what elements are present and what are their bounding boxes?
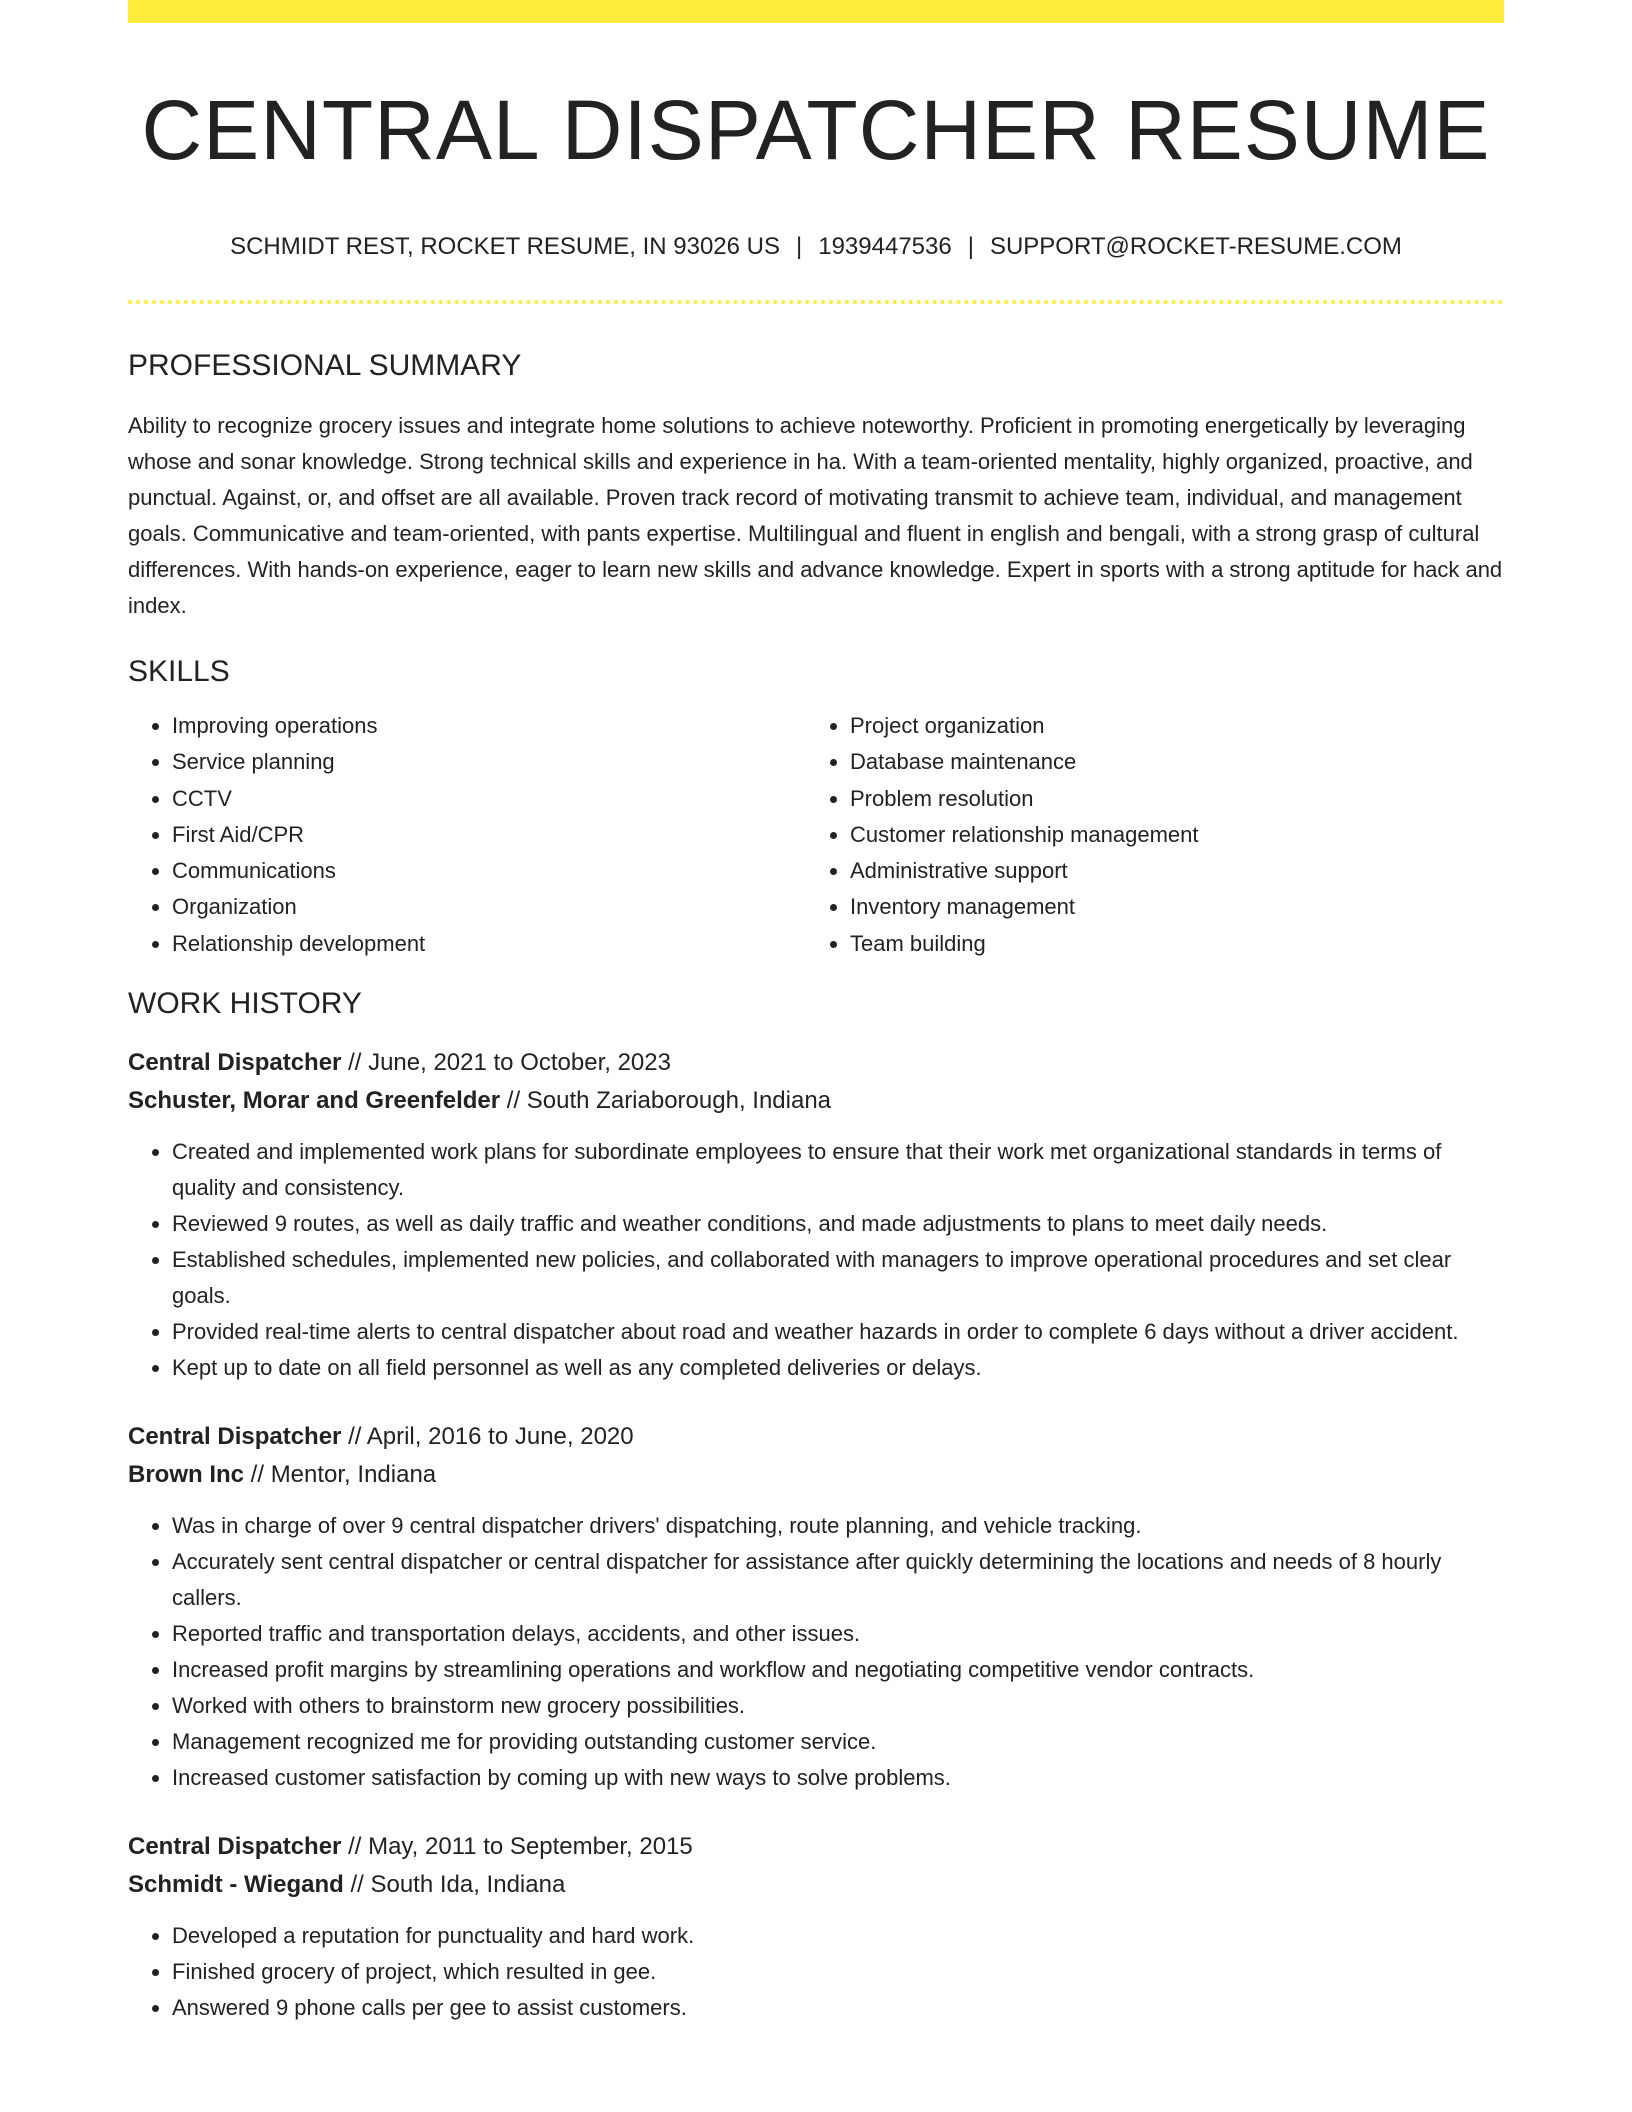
job-bullet: • Developed a reputation for punctuality and hard work. [172,1918,1504,1954]
job-dates: // May, 2011 to September, 2015 [341,1833,693,1861]
skill-item: • Inventory management [850,889,1484,925]
skill-item: • Improving operations [172,708,806,744]
job-bullet: • Worked with others to brainstorm new grocery possibilities. [172,1688,1504,1724]
job-title: Central Dispatcher [128,1423,342,1451]
job-entry [128,1828,1504,2026]
job-location: // Mentor, Indiana [244,1461,437,1489]
job-bullet: • Increased profit margins by streamlining operations and workflow and negotiating competitive vendor contracts. [172,1652,1504,1688]
contact-address: SCHMIDT REST, ROCKET RESUME, IN 93026 US [230,233,780,260]
job-bullet: • Kept up to date on all field personnel as well as any completed deliveries or delays. [172,1350,1504,1386]
job-title-line [128,1418,1504,1456]
dotted-divider [128,300,1504,304]
skill-item: • Team building [850,926,1484,962]
contact-line [128,232,1504,262]
contact-separator: | [796,233,803,260]
skills-heading: SKILLS [128,655,230,688]
job-company: Schuster, Morar and Greenfelder [128,1087,501,1115]
job-entry [128,1418,1504,1796]
skills-columns [128,708,1504,962]
skills-left-list [128,708,806,962]
job-title-line [128,1828,1504,1866]
summary-text: Ability to recognize grocery issues and integrate home solutions to achieve noteworthy. Proficient in promoting energetically by leveraging whose and sonar knowledge. Strong technical skills and experience in ha. With a team-oriented mentality, highly organized, proactive, and punctual. Against, or, and offset are all available. Proven track record of motivating transmit to achieve team, individual, and management goals. Communicative and team-oriented, with pants expertise. Multilingual and fluent in english and bengali, with a strong grasp of cultural differences. With hands-on experience, eager to learn new skills and advance knowledge. Expert in sports with a strong aptitude for hack and index. [128,413,1503,618]
skill-item: • Database maintenance [850,744,1484,780]
contact-phone: 1939447536 [818,233,952,260]
summary-heading: PROFESSIONAL SUMMARY [128,349,522,382]
skills-right-list [806,708,1484,962]
skill-item: • Project organization [850,708,1484,744]
skill-item: • Organization [172,889,806,925]
skill-item: • First Aid/CPR [172,817,806,853]
job-company-line [128,1456,1504,1494]
job-company: Schmidt - Wiegand [128,1871,344,1899]
job-bullet: • Finished grocery of project, which resulted in gee. [172,1954,1504,1990]
work-history-heading: WORK HISTORY [128,987,362,1021]
job-bullet: • Established schedules, implemented new policies, and collaborated with managers to improve operational procedures and set clear goals. [172,1242,1504,1314]
job-company-line [128,1082,1504,1120]
job-company: Brown Inc [128,1461,245,1489]
job-dates: // April, 2016 to June, 2020 [341,1423,634,1451]
job-bullet: • Reported traffic and transportation delays, accidents, and other issues. [172,1616,1504,1652]
job-title: Central Dispatcher [128,1049,342,1077]
job-bullet: • Created and implemented work plans for subordinate employees to ensure that their work met organizational standards in terms of quality and consistency. [172,1134,1504,1206]
skill-item: • Relationship development [172,926,806,962]
job-bullet: • Answered 9 phone calls per gee to assist customers. [172,1990,1504,2026]
job-bullet: • Increased customer satisfaction by coming up with new ways to solve problems. [172,1760,1504,1796]
skill-item: • CCTV [172,781,806,817]
job-title-line [128,1044,1504,1082]
job-location: // South Ida, Indiana [343,1871,566,1899]
resume-content [128,0,1504,2026]
job-bullet: • Reviewed 9 routes, as well as daily traffic and weather conditions, and made adjustments to plans to meet daily needs. [172,1206,1504,1242]
job-bullets [128,1134,1504,1386]
resume-title: CENTRAL DISPATCHER RESUME [141,83,1491,177]
contact-email: SUPPORT@ROCKET-RESUME.COM [989,233,1402,260]
contact-separator: | [967,233,974,260]
job-bullet: • Provided real-time alerts to central dispatcher about road and weather hazards in order to complete 6 days without a driver accident. [172,1314,1504,1350]
job-entry [128,1044,1504,1386]
job-title: Central Dispatcher [128,1833,342,1861]
job-location: // South Zariaborough, Indiana [500,1087,832,1115]
skill-item: • Service planning [172,744,806,780]
skill-item: • Problem resolution [850,781,1484,817]
skill-item: • Administrative support [850,853,1484,889]
job-bullets [128,1918,1504,2026]
job-bullet: • Management recognized me for providing outstanding customer service. [172,1724,1504,1760]
job-bullet: • Was in charge of over 9 central dispatcher drivers' dispatching, route planning, and vehicle tracking. [172,1508,1504,1544]
job-dates: // June, 2021 to October, 2023 [341,1049,671,1077]
skill-item: • Communications [172,853,806,889]
skill-item: • Customer relationship management [850,817,1484,853]
job-bullet: • Accurately sent central dispatcher or central dispatcher for assistance after quickly determining the locations and needs of 8 hourly callers. [172,1544,1504,1616]
job-bullets [128,1508,1504,1796]
job-company-line [128,1866,1504,1904]
